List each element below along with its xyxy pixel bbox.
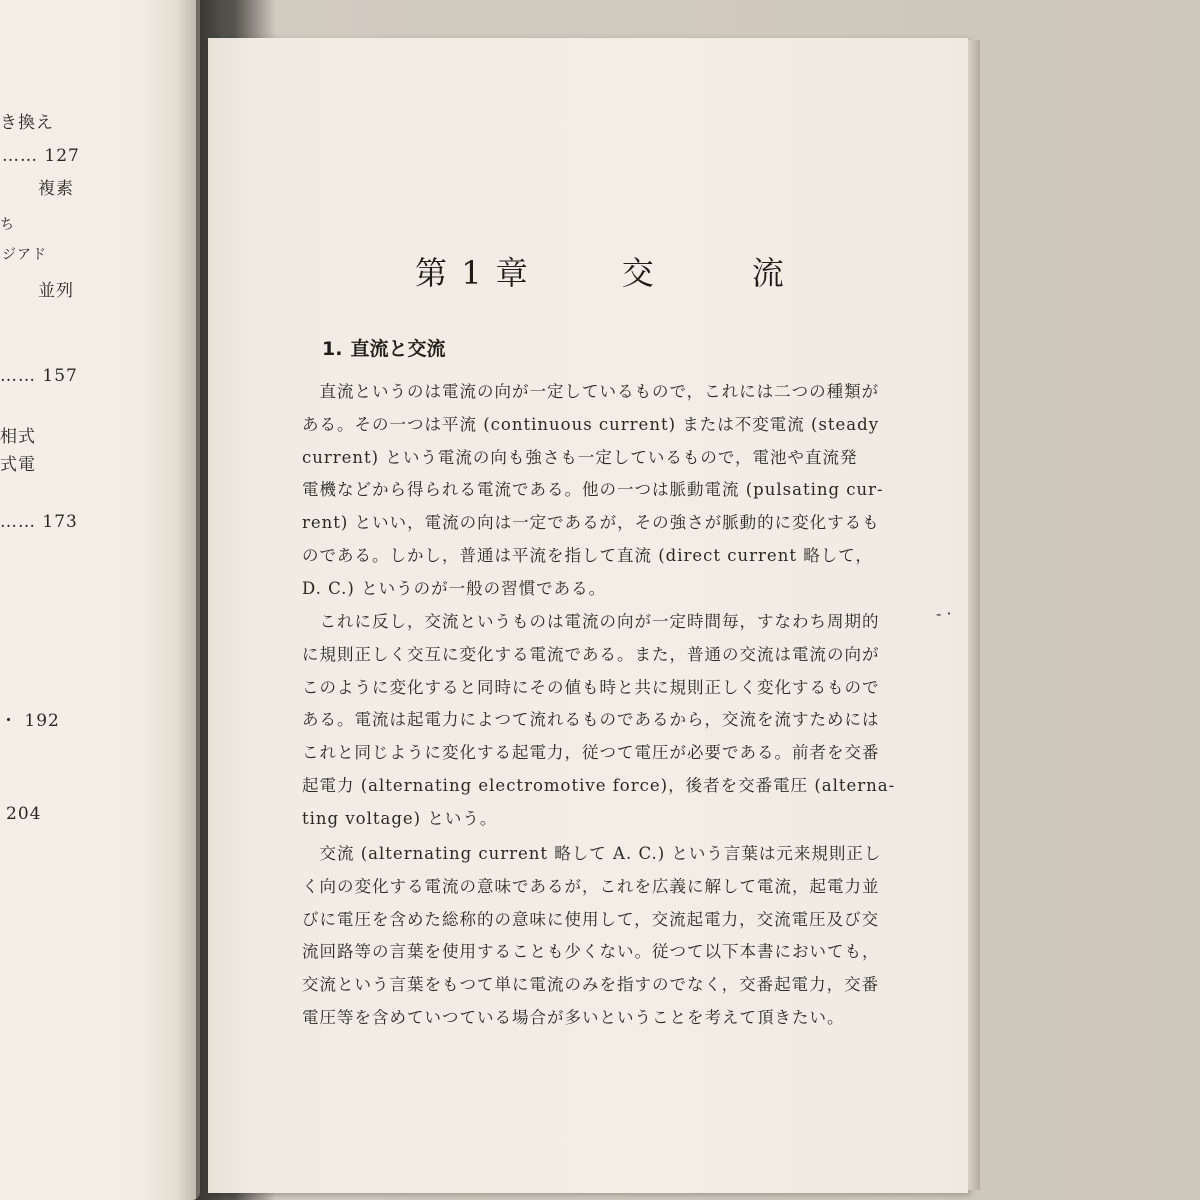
text-line: 電圧等を含めていつている場合が多いということを考えて頂きたい。 (302, 1007, 845, 1027)
text-line: 流回路等の言葉を使用することも少くない。従つて以下本書においても， (302, 942, 880, 962)
text-line: に規則正しく交互に変化する電流である。また，普通の交流は電流の向が (302, 644, 880, 664)
toc-fragment: …… 127 (2, 146, 80, 166)
text-line: このように変化すると同時にその値も時と共に規則正しく変化するもので (302, 677, 880, 697)
text-line: これに反し，交流というものは電流の向が一定時間毎，すなわち周期的 (302, 612, 880, 631)
text-line: のである。しかし，普通は平流を指して直流 (direct current 略して， (302, 545, 873, 565)
section-number: 1. (322, 338, 343, 360)
text-line: rent) といい，電流の向は一定であるが，その強さが脈動的に変化するも (302, 513, 880, 533)
page-edge (968, 40, 980, 1190)
toc-fragment: ジアド (2, 247, 47, 263)
text-line: 起電力 (alternating electromotive force)，後者を交番電圧 (alterna- (302, 775, 896, 795)
toc-fragment: き換え (0, 113, 54, 133)
section-title: 直流と交流 (350, 338, 446, 360)
chapter-number: 第 1 章 (415, 254, 530, 292)
text-line: く向の変化する電流の意味であるが，これを広義に解して電流，起電力並 (302, 876, 880, 896)
text-line: current) という電流の向も強さも一定しているもので，電池や直流発 (302, 447, 858, 467)
text-line: D. C.) というのが一般の習慣である。 (302, 578, 607, 598)
toc-fragment: 204 (6, 804, 42, 824)
text-line: 電機などから得られる電流である。他の一つは脈動電流 (pulsating cur- (302, 480, 884, 500)
toc-fragment: ち (0, 217, 15, 233)
paragraph-1 (302, 376, 884, 606)
chapter-title (415, 248, 786, 294)
text-line: 直流というのは電流の向が一定しているもので，これには二つの種類が (302, 382, 880, 401)
stray-mark: - · (936, 604, 952, 623)
paragraph-2 (302, 606, 896, 836)
chapter-title-char: 流 (751, 254, 786, 292)
toc-fragment: 複素 (38, 179, 74, 199)
text-line: びに電圧を含めた総称的の意味に使用して，交流起電力，交流電圧及び交 (302, 909, 880, 929)
toc-fragment: 相式 (0, 427, 36, 447)
toc-fragment: …… 173 (0, 512, 78, 532)
text-line: ある。その一つは平流 (continuous current) または不変電流 (steady (302, 414, 880, 434)
chapter-title-char: 交 (621, 254, 656, 292)
text-line: 交流 (alternating current 略して A. C.) という言葉は元来規則正し (302, 844, 882, 863)
toc-fragment: 式電 (0, 455, 36, 475)
text-line: 交流という言葉をもつて単に電流のみを指すのでなく，交番起電力，交番 (302, 975, 880, 995)
toc-fragment: …… 157 (0, 366, 78, 386)
toc-fragment: 並列 (38, 281, 74, 301)
text-line: これと同じように変化する起電力，従つて電圧が必要である。前者を交番 (302, 743, 880, 763)
section-heading (322, 334, 445, 361)
text-line: ting voltage) という。 (302, 808, 498, 828)
left-page (0, 0, 200, 1200)
text-line: ある。電流は起電力によつて流れるものであるから，交流を流すためには (302, 710, 880, 730)
toc-fragment: ・ 192 (0, 711, 60, 731)
paragraph-3 (302, 838, 882, 1035)
